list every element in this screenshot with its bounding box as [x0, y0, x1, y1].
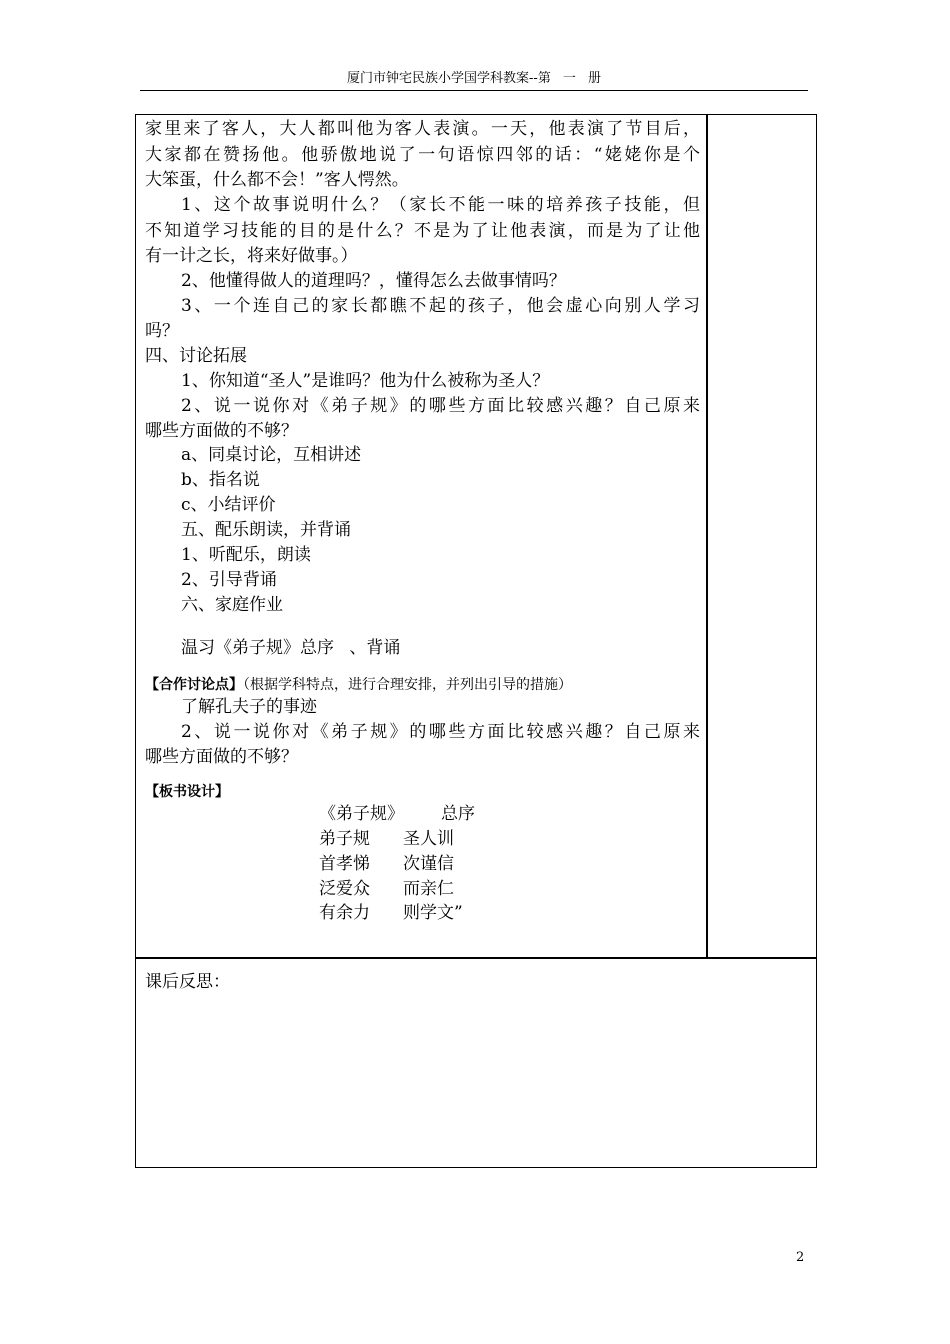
discussion-label: 【合作讨论点】: [145, 677, 243, 693]
page-number: 2: [796, 1250, 805, 1265]
board-cell: 弟子规: [319, 829, 370, 849]
section-4-question-2: 2、说一说你对《弟子规》的哪些方面比较感兴趣？自己原来: [181, 396, 700, 416]
story-line: 家里来了客人，大人都叫他为客人表演。一天，他表演了节目后，: [145, 119, 700, 139]
board-cell: 泛爱众: [319, 879, 370, 899]
discussion-note: （根据学科特点，进行合理安排，并列出引导的措施）: [243, 677, 572, 693]
discussion-line: 了解孔夫子的事迹: [181, 697, 317, 717]
header-title: 厦门市钟宅民族小学国学科教案--第: [347, 71, 551, 86]
section-4-question-1: 1、你知道“圣人”是谁吗？他为什么被称为圣人？: [181, 371, 550, 391]
question-3: 3、一个连自己的家长都瞧不起的孩子，他会虚心向别人学习: [181, 296, 700, 316]
section-5-title: 五、配乐朗读，并背诵: [181, 520, 351, 540]
question-1-cont: 有一计之长，将来好做事。）: [145, 246, 358, 266]
board-label: 【板书设计】: [145, 784, 229, 800]
story-line: 大笨蛋，什么都不会！”客人愕然。: [145, 170, 409, 190]
board-cell: 次谨信: [403, 854, 454, 874]
question-2: 2、他懂得做人的道理吗？，懂得怎么去做事情吗？: [181, 271, 566, 291]
discussion-heading: [145, 673, 572, 697]
page-header: [140, 70, 808, 91]
question-1: 1、这个故事说明什么？（家长不能一味的培养孩子技能，但: [181, 195, 700, 215]
board-cell: 首孝悌: [319, 854, 370, 874]
column-divider: [706, 115, 708, 957]
section-5-step: 1、听配乐，朗读: [181, 545, 311, 565]
section-4-question-2-cont: 哪些方面做的不够？: [145, 421, 298, 441]
story-line: 大家都在赞扬他。他骄傲地说了一句语惊四邻的话：“姥姥你是个: [145, 145, 700, 165]
section-4-step: b、指名说: [181, 470, 260, 490]
section-4-step: c、小结评价: [181, 495, 276, 515]
question-1-cont: 不知道学习技能的目的是什么？不是为了让他表演，而是为了让他: [145, 221, 700, 241]
reflection-label: 课后反思：: [145, 972, 230, 992]
header-volume: 一 册: [562, 71, 601, 86]
board-cell: 圣人训: [403, 829, 454, 849]
homework: 温习《弟子规》总序 、背诵: [181, 638, 401, 658]
discussion-line-cont: 哪些方面做的不够？: [145, 747, 298, 767]
discussion-line: 2、说一说你对《弟子规》的哪些方面比较感兴趣？自己原来: [181, 722, 700, 742]
board-title: 《弟子规》: [319, 804, 404, 824]
lesson-table: [135, 114, 817, 1168]
question-3-cont: 吗？: [145, 321, 179, 341]
section-4-title: 四、讨论拓展: [145, 346, 247, 366]
row-divider: [136, 957, 816, 959]
board-subtitle: 总序: [441, 804, 475, 824]
board-cell: 有余力: [319, 903, 370, 923]
section-5-step: 2、引导背诵: [181, 570, 277, 590]
board-cell: 则学文”: [403, 903, 463, 923]
board-cell: 而亲仁: [403, 879, 454, 899]
section-4-step: a、同桌讨论，互相讲述: [181, 445, 362, 465]
section-6-title: 六、家庭作业: [181, 595, 283, 615]
